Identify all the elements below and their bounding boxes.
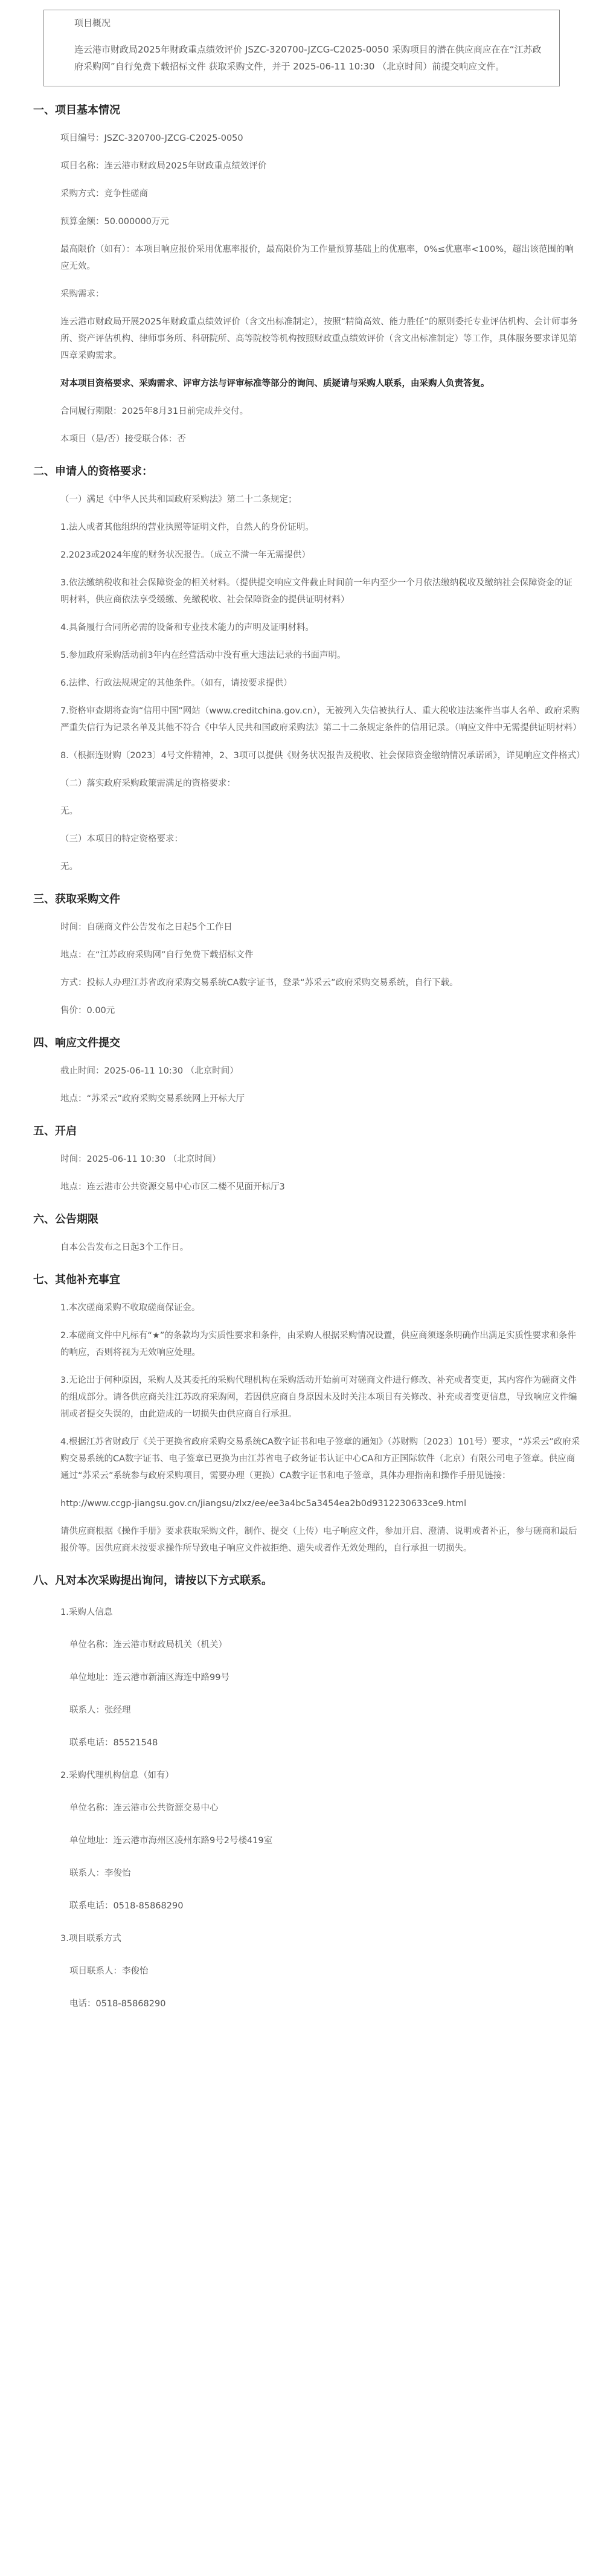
purchaser-contact: 联系人：张经理 — [69, 1705, 131, 1715]
section-notice-period — [33, 1212, 581, 1256]
section-title: 六、公告期限 — [33, 1213, 98, 1226]
project-number: 项目编号：JSZC-320700-JZCG-C2025-0050 — [60, 134, 243, 143]
qualification-item: 7.资格审查期将查询“信用中国”网站（www.creditchina.gov.cn），无被列入失信被执行人、重大税收违法案件当事人名单、政府采购严重失信行为记录名单及其他不符合《中华人民共和国政府采购法》第二十二条规定条件的信用记录。（响应文件中无需提供证明材料） — [60, 706, 582, 733]
opening-location: 地点：连云港市公共资源交易中心市区二楼不见面开标厅3 — [60, 1182, 285, 1192]
budget-amount: 预算金额：50.000000万元 — [60, 217, 169, 227]
project-contact-person: 项目联系人：李俊怡 — [69, 1966, 149, 1976]
section-title: 一、项目基本情况 — [33, 104, 120, 117]
project-contact-phone: 电话：0518-85868290 — [69, 1999, 166, 2009]
section-obtain-documents — [33, 892, 581, 1019]
purchaser-name: 单位名称：连云港市财政局机关（机关） — [69, 1640, 227, 1650]
submission-deadline: 截止时间：2025-06-11 10:30 （北京时间） — [60, 1066, 239, 1076]
section-contacts — [33, 1574, 581, 2012]
section-other-matters — [33, 1273, 581, 1557]
price-ceiling: 最高限价（如有）：本项目响应报价采用优惠率报价，最高限价为工作量预算基础上的优惠率，0%≤优惠率<100%，超出该范围的响应无效。 — [60, 245, 574, 271]
requirements-label: 采购需求： — [60, 289, 104, 299]
project-name: 项目名称：连云港市财政局2025年财政重点绩效评价 — [60, 161, 267, 171]
other-item: 2.本磋商文件中凡标有“★”的条款均为实质性要求和条件，由采购人根据采购情况设置，供应商须逐条明确作出满足实质性要求和条件的响应，否则将视为无效响应处理。 — [60, 1331, 576, 1357]
qualification-item: 无。 — [60, 862, 78, 872]
manual-link[interactable]: http://www.ccgp-jiangsu.gov.cn/jiangsu/zlxz/ee/ee3a4bc5a3454ea2b0d9312230633ce9.html — [60, 1499, 467, 1509]
obtain-method: 方式：投标人办理江苏省政府采购交易系统CA数字证书，登录“苏采云”政府采购交易系统，自行下载。 — [60, 978, 458, 988]
other-item: 3.无论出于何种原因，采购人及其委托的采购代理机构在采购活动开始前可对磋商文件进行修改、补充或者变更，其内容作为磋商文件的组成部分。请各供应商关注江苏政府采购网，若因供应商自身原因未及时关注本项目有关修改、补充或者变更信息，导致响应文件编制或者提交失误的，由此造成的一切损失由供应商自行承担。 — [60, 1376, 577, 1419]
announcement-page — [0, 10, 590, 2012]
qualification-item: 6.法律、行政法规规定的其他条件。（如有，请按要求提供） — [60, 678, 292, 688]
qualification-item: 3.依法缴纳税收和社会保障资金的相关材料。（提供提交响应文件截止时间前一年内至少一个月依法缴纳税收及缴纳社会保障资金的证明材料，供应商依法享受缓缴、免缴税收、社会保障资金的提供证明材料） — [60, 578, 572, 605]
other-item: 4.根据江苏省财政厅《关于更换省政府采购交易系统CA数字证书和电子签章的通知》（苏财购〔2023〕101号）要求，“苏采云”政府采购交易系统的CA数字证书、电子签章已更换为由江苏省电子政务证书认证中心CA和方正国际软件（北京）有限公司电子签章。供应商通过“苏采云”系统参与政府采购项目，需要办理（更换）CA数字证书和电子签章，具体办理指南和操作手册见链接： — [60, 1437, 580, 1481]
overview-text: 连云港市财政局2025年财政重点绩效评价 JSZC-320700-JZCG-C2025-0050 采购项目的潜在供应商应在在“江苏政府采购网”自行免费下载招标文件 获取采购文件，并于 2025-06-11 10:30 （北京时间）前提交响应文件。 — [74, 44, 542, 72]
agency-phone: 联系电话：0518-85868290 — [69, 1901, 184, 1911]
section-title: 五、开启 — [33, 1125, 77, 1138]
submission-location: 地点：“苏采云”政府采购交易系统网上开标大厅 — [60, 1094, 245, 1104]
section-title: 七、其他补充事宜 — [33, 1274, 120, 1286]
inquiry-notice: 对本项目资格要求、采购需求、评审方法与评审标准等部分的询问、质疑请与采购人联系，由采购人负责答复。 — [60, 379, 490, 388]
qualification-item: 8.（根据连财购〔2023〕4号文件精神，2、3项可以提供《财务状况报告及税收、社会保障资金缴纳情况承诺函》，详见响应文件格式） — [60, 751, 585, 761]
purchaser-heading: 1.采购人信息 — [60, 1608, 113, 1617]
section-title: 三、获取采购文件 — [33, 893, 120, 906]
obtain-location: 地点：在“江苏政府采购网”自行免费下载招标文件 — [60, 950, 254, 960]
qualification-item: 5.参加政府采购活动前3年内在经营活动中没有重大违法记录的书面声明。 — [60, 651, 346, 660]
qualification-item: （三）本项目的特定资格要求： — [60, 834, 183, 844]
section-title: 八、凡对本次采购提出询问，请按以下方式联系。 — [33, 1574, 272, 1587]
qualification-item: 2.2023或2024年度的财务状况报告。（成立不满一年无需提供） — [60, 550, 310, 560]
overview-title: 项目概况 — [74, 18, 111, 28]
qualification-item: （二）落实政府采购政策需满足的资格要求： — [60, 779, 236, 788]
agency-heading: 2.采购代理机构信息（如有） — [60, 1771, 174, 1780]
other-item: 1.本次磋商采购不收取磋商保证金。 — [60, 1303, 200, 1313]
qualification-item: 4.具备履行合同所必需的设备和专业技术能力的声明及证明材料。 — [60, 623, 314, 633]
agency-contact: 联系人：李俊怡 — [69, 1869, 131, 1878]
contract-term: 合同履行期限：2025年8月31日前完成并交付。 — [60, 407, 249, 416]
notice-period: 自本公告发布之日起3个工作日。 — [60, 1243, 189, 1252]
qualification-item: 1.法人或者其他组织的营业执照等证明文件，自然人的身份证明。 — [60, 523, 314, 532]
procurement-method: 采购方式：竞争性磋商 — [60, 189, 148, 199]
section-basic-info — [33, 103, 581, 448]
project-overview-box — [43, 10, 560, 86]
section-opening — [33, 1124, 581, 1196]
purchaser-phone: 联系电话：85521548 — [69, 1738, 158, 1748]
purchaser-address: 单位地址：连云港市新浦区海连中路99号 — [69, 1673, 229, 1682]
other-item: 请供应商根据《操作手册》要求获取采购文件，制作、提交（上传）电子响应文件，参加开启、澄清、说明或者补正，参与磋商和最后报价等。因供应商未按要求操作所导致电子响应文件被拒绝、遗失或者作无效处理的，自行承担一切损失。 — [60, 1527, 577, 1553]
section-title: 二、申请人的资格要求： — [33, 465, 153, 478]
project-contact-heading: 3.项目联系方式 — [60, 1934, 121, 1943]
section-title: 四、响应文件提交 — [33, 1037, 120, 1049]
requirements-text: 连云港市财政局开展2025年财政重点绩效评价（含文出标准制定），按照“精简高效、能力胜任”的原则委托专业评估机构、会计师事务所、资产评估机构、律师事务所、科研院所、高等院校等机构按照财政重点绩效评价（含文出标准制定）等工作，具体服务要求详见第四章采购需求。 — [60, 317, 578, 361]
section-qualifications — [33, 465, 585, 875]
obtain-time: 时间：自磋商文件公告发布之日起5个工作日 — [60, 923, 232, 932]
qualification-item: 无。 — [60, 807, 78, 816]
agency-name: 单位名称：连云港市公共资源交易中心 — [69, 1803, 219, 1813]
document-price: 售价：0.00元 — [60, 1006, 115, 1016]
consortium-notice: 本项目（是/否）接受联合体：否 — [60, 434, 186, 444]
qualification-item: （一）满足《中华人民共和国政府采购法》第二十二条规定； — [60, 495, 297, 504]
agency-address: 单位地址：连云港市海州区凌州东路9号2号楼419室 — [69, 1836, 273, 1846]
opening-time: 时间：2025-06-11 10:30 （北京时间） — [60, 1154, 221, 1164]
section-submission — [33, 1036, 581, 1107]
